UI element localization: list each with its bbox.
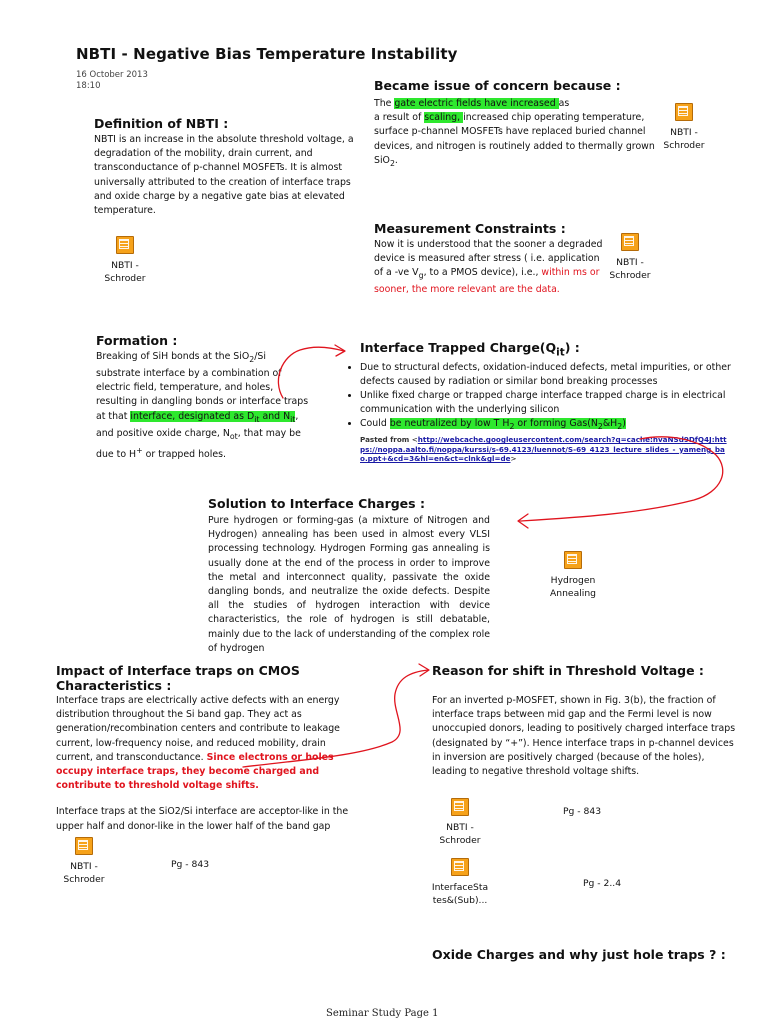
definition-text: NBTI is an increase in the absolute threshold voltage, a degradation of the mobility, drain current, and transconductance of p-channel MOSFETs. It is almost universally attributed to the creation of interface traps and oxide charge by a negative gate bias at elevated temperature.: [94, 134, 354, 217]
attachment-label: NBTI -: [616, 257, 644, 268]
formation-text-4: , that may be due to H: [96, 427, 301, 460]
page-ref-3: Pg - 2..4: [583, 878, 622, 889]
attachment-label: Schroder: [104, 273, 146, 284]
interface-hl-sub-3: 2: [617, 422, 623, 432]
time-text: 18:10: [76, 81, 101, 91]
pasted-close: >: [510, 454, 517, 464]
attachment-label: InterfaceSta: [431, 882, 489, 893]
attachment-label: Schroder: [439, 835, 481, 846]
attachment-label: NBTI -: [446, 822, 474, 833]
attachment-label: Annealing: [550, 588, 596, 599]
attachment-label: NBTI -: [670, 127, 698, 138]
interface-bullet-3-text: Could: [360, 418, 390, 430]
formation-sub-1: 2: [249, 354, 255, 364]
attachment-label: Hydrogen: [550, 575, 596, 586]
interface-bullet-2: • Unlike fixed charge or trapped charge interface trapped charge is in electrical communication with the underlying silicon: [360, 389, 736, 417]
interface-title-b: ) :: [564, 340, 580, 355]
interface-hl-c: &H: [602, 418, 618, 430]
arrow-interface-to-solution: [520, 437, 723, 521]
reason-title: Reason for shift in Threshold Voltage :: [432, 663, 704, 678]
measurement-sub: g: [418, 271, 424, 281]
concern-text-3: a result of: [374, 112, 425, 124]
interface-bullet-1: • Due to structural defects, oxidation-induced defects, metal impurities, or other defects caused by radiation or similar bond breaking processes: [360, 361, 736, 389]
interface-title-sub: it: [556, 346, 565, 359]
reason-text: For an inverted p-MOSFET, shown in Fig. 3(b), the fraction of interface traps between mid gap and the Fermi level is now unoccupied donors, leading to positively charged interface traps (designated by “+”). Hence interface traps in p-channel devices in inversion are positively charged (because of the holes), leading to negative threshold voltage shifts.: [432, 695, 736, 778]
measurement-text-1: Now it is understood that the sooner a degraded device is measured after stress ( i.e. application of a -ve V: [374, 239, 603, 279]
attachment-label: Schroder: [663, 140, 705, 151]
concern-title: Became issue of concern because :: [374, 78, 621, 93]
measurement-text-2: , to a PMOS device), i.e.,: [423, 267, 542, 279]
concern-highlight-1: gate electric fields have increased: [394, 98, 559, 109]
formation-text-2: /Si substrate interface by a combination of electric field, temperature, and holes, resulting in dangling bonds or interface traps at that: [96, 351, 309, 422]
impact-title: Impact of Interface traps on CMOS Characteristics :: [56, 663, 300, 693]
arrow-formation-to-interface: [278, 347, 344, 398]
oxide-title: Oxide Charges and why just hole traps ? :: [432, 947, 726, 962]
formation-text-5: or trapped holes.: [142, 448, 226, 460]
formation-title: Formation :: [96, 333, 178, 348]
pasted-from-label: Pasted from: [360, 435, 412, 445]
arrow-impact-to-reason: [243, 670, 428, 767]
definition-title: Definition of NBTI :: [94, 116, 229, 131]
formation-highlight-b: and N: [259, 410, 291, 422]
page-footer: Seminar Study Page 1: [326, 1008, 439, 1019]
attachment-label: NBTI -: [70, 861, 98, 872]
date-text: 16 October 2013: [76, 70, 148, 80]
concern-sub: 2: [389, 158, 395, 168]
interface-hl-d: ): [622, 418, 626, 430]
concern-highlight-2: scaling,: [424, 112, 464, 124]
formation-highlight-sub-2: it: [290, 414, 296, 424]
concern-text-4: increased chip operating temperature, surface p-channel MOSFETs have replaced buried channel devices, and nitrogen is routinely added to thermally grown SiO: [374, 112, 655, 166]
pasted-from-link[interactable]: http://webcache.googleusercontent.com/search?q=cache:hvaNSd9DfQ4J:https://noppa.aalto.fi/noppa/kurssi/s-69.4123/luennot/S-69_4123_lecture_slides_-_yameng_bao.ppt+&cd=3&hl=en&ct=clnk&gl=de: [360, 435, 727, 464]
attachment-label: tes&(Sub)...: [432, 895, 488, 906]
impact-red-text: Since electrons or holes occupy interface traps, they become charged and contribute to threshold voltage shifts.: [56, 751, 334, 792]
formation-sub-2: ot: [229, 431, 238, 441]
solution-text: Pure hydrogen or forming-gas (a mixture of Nitrogen and Hydrogen) annealing has been used in almost every VLSI processing technology. Hydrogen Forming gas annealing is usually done at the end of the process in order to improve the metal and interconnect quality, passivate the oxide dangling bonds, and neutralize the oxide defects. Despite all the studies of hydrogen interaction with device characteristics, the role of hydrogen is still debatable, mainly due to the lack of understanding of the complex role of hydrogen: [208, 515, 490, 654]
interface-hl-sub-2: 2: [597, 422, 603, 432]
formation-sup: +: [136, 445, 143, 455]
interface-hl-sub-1: 2: [509, 422, 515, 432]
impact-text-2: Interface traps at the SiO2/Si interface are acceptor-like in the upper half and donor-like in the lower half of the band gap: [56, 806, 349, 832]
attachment-label: NBTI -: [111, 260, 139, 271]
interface-title-a: Interface Trapped Charge(Q: [360, 340, 557, 355]
impact-text-1: Interface traps are electrically active defects with an energy distribution throughout the Si band gap. They act as generation/recombination centers and contribute to leakage current, low-frequency noise, and reduced mobility, drain current, and transconductance.: [56, 695, 340, 763]
formation-text-1: Breaking of SiH bonds at the SiO: [96, 351, 250, 362]
attachment-label: Schroder: [609, 270, 651, 281]
interface-hl-a: be neutralized by low T H: [389, 418, 510, 430]
solution-title: Solution to Interface Charges :: [208, 496, 425, 511]
measurement-title: Measurement Constraints :: [374, 221, 566, 236]
interface-hl-b: or forming Gas(N: [514, 418, 598, 430]
page-title: NBTI - Negative Bias Temperature Instability: [76, 45, 458, 63]
formation-highlight-a: interface, designated as D: [130, 410, 255, 422]
page-ref-2: Pg - 843: [563, 806, 602, 817]
formation-highlight-sub-1: it: [254, 414, 260, 424]
formation-text-3: , and positive oxide charge, N: [96, 410, 299, 439]
concern-text-1: The: [374, 98, 395, 109]
attachment-label: Schroder: [63, 874, 105, 885]
pasted-open: <: [411, 435, 418, 445]
measurement-red-text: within ms or sooner, the more relevant are the data.: [374, 267, 600, 296]
concern-text-2: as: [558, 98, 570, 109]
page-ref-1: Pg - 843: [171, 859, 210, 870]
concern-text-5: .: [394, 154, 398, 166]
